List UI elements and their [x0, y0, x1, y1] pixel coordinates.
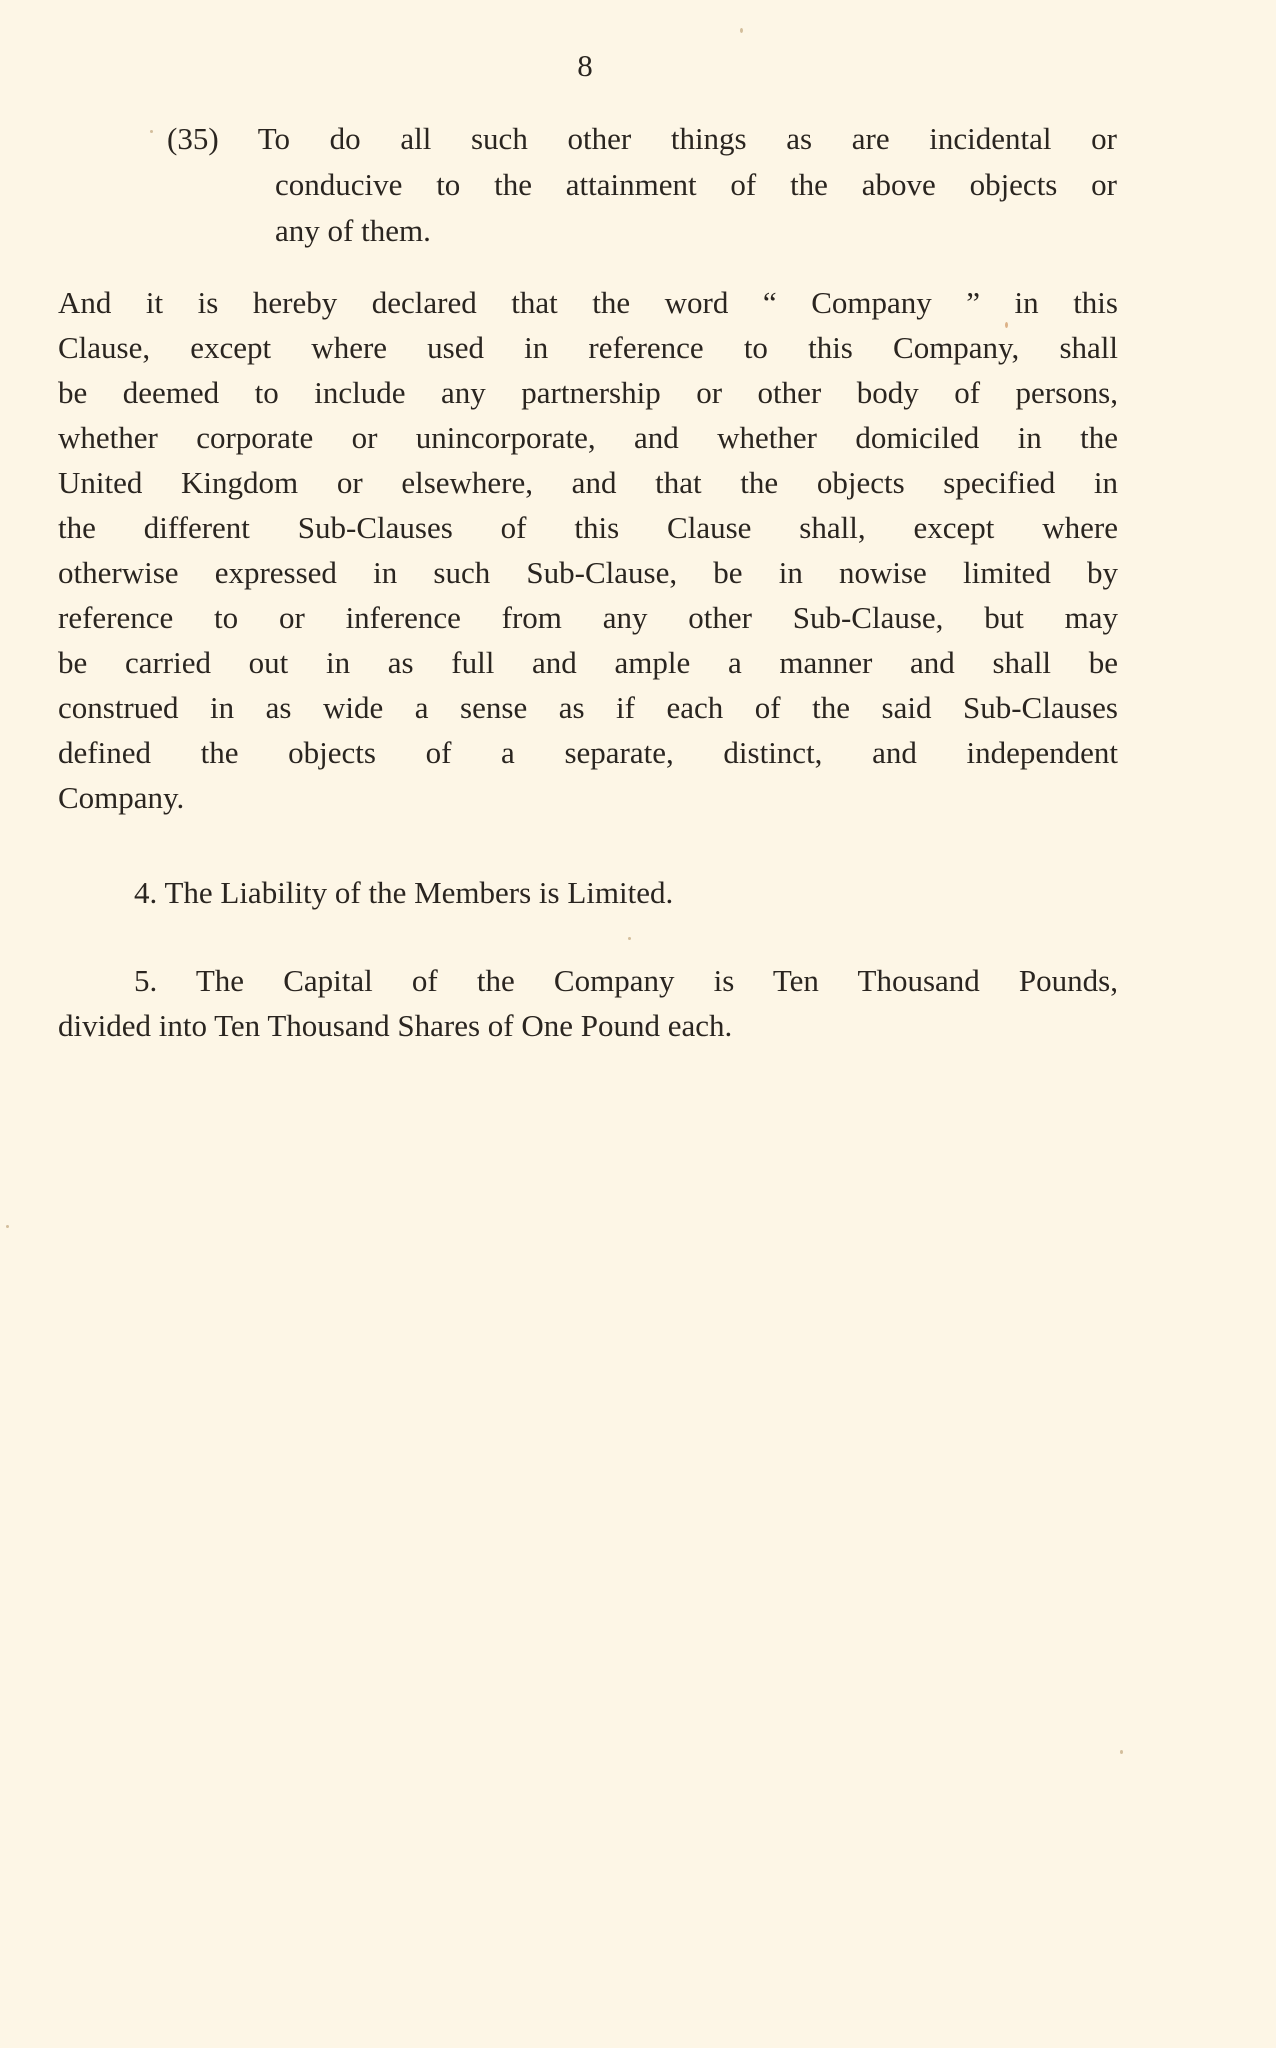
declaration-line: the different Sub-Clauses of this Clause shall, except where [58, 510, 1118, 545]
clause-5-line: divided into Ten Thousand Shares of One Pound each. [58, 1008, 733, 1043]
clause-35-line: (35) To do all such other things as are incidental or [167, 121, 1117, 156]
declaration-line: be carried out in as full and ample a manner and shall be [58, 645, 1118, 680]
declaration-line: be deemed to include any partnership or other body of persons, [58, 375, 1118, 410]
clause-35 [167, 116, 1117, 254]
declaration-line: Clause, except where used in reference to this Company, shall [58, 330, 1118, 365]
declaration-line: Company. [58, 780, 185, 815]
paper-speck [1120, 1750, 1123, 1754]
clause-35-line: conducive to the attainment of the above objects or [275, 167, 1117, 202]
clause-4-liability [58, 870, 1118, 915]
clause-4-line: 4. The Liability of the Members is Limited. [134, 875, 674, 910]
paper-speck [740, 28, 743, 33]
declaration-line: reference to or inference from any other Sub-Clause, but may [58, 600, 1118, 635]
clause-5-capital [58, 958, 1118, 1048]
declaration-line: whether corporate or unincorporate, and whether domiciled in the [58, 420, 1118, 455]
declaration-line: construed in as wide a sense as if each of the said Sub-Clauses [58, 690, 1118, 725]
paper-speck [1005, 322, 1008, 328]
paper-speck [628, 937, 631, 940]
clause-35-line: any of them. [275, 213, 431, 248]
declaration-paragraph [58, 280, 1118, 820]
declaration-line: And it is hereby declared that the word “ Company ” in this [58, 285, 1118, 320]
paper-speck [150, 130, 153, 133]
clause-5-line: 5. The Capital of the Company is Ten Thousand Pounds, [134, 963, 1118, 998]
declaration-line: defined the objects of a separate, distinct, and independent [58, 735, 1118, 770]
page-number: 8 [577, 48, 593, 83]
declaration-line: United Kingdom or elsewhere, and that the objects specified in [58, 465, 1118, 500]
declaration-line: otherwise expressed in such Sub-Clause, be in nowise limited by [58, 555, 1118, 590]
paper-speck [6, 1225, 9, 1228]
